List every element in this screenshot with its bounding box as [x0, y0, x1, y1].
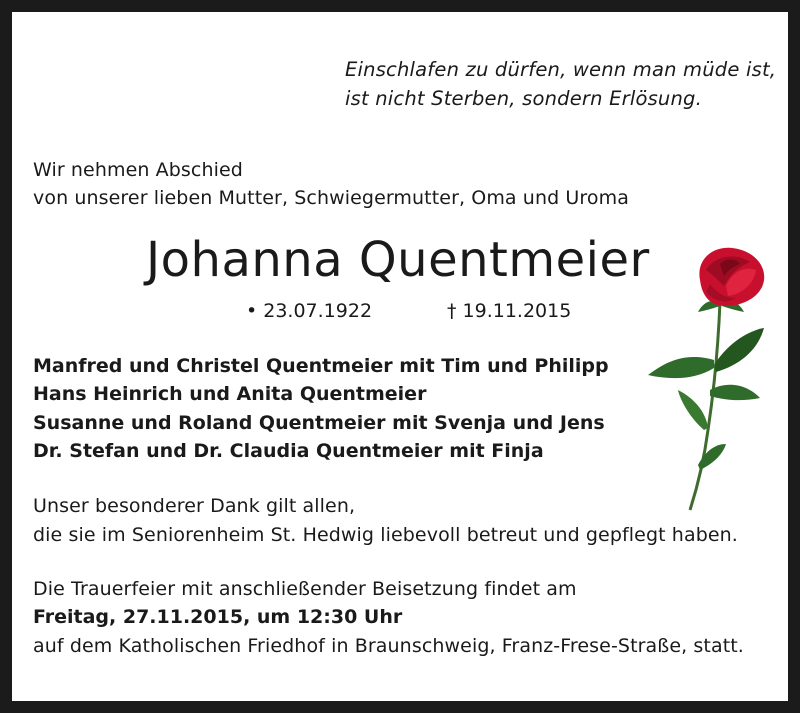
family-line-2: Hans Heinrich und Anita Quentmeier: [33, 383, 427, 405]
deceased-name: Johanna Quentmeier: [146, 232, 650, 288]
red-rose-icon: [640, 240, 780, 515]
family-line-1: Manfred und Christel Quentmeier mit Tim und Philipp: [33, 355, 609, 377]
death-date: † 19.11.2015: [447, 300, 572, 322]
funeral-date: Freitag, 27.11.2015, um 12:30 Uhr: [33, 606, 403, 628]
funeral-location: auf dem Katholischen Friedhof in Braunschweig, Franz-Frese-Straße, statt.: [33, 635, 744, 657]
thanks-line-2: die sie im Seniorenheim St. Hedwig liebevoll betreut und gepflegt haben.: [33, 524, 738, 546]
motto-line-2: ist nicht Sterben, sondern Erlösung.: [345, 87, 703, 110]
family-line-4: Dr. Stefan und Dr. Claudia Quentmeier mit Finja: [33, 440, 544, 462]
motto-line-1: Einschlafen zu dürfen, wenn man müde ist,: [345, 58, 777, 81]
thanks-line-1: Unser besonderer Dank gilt allen,: [33, 495, 356, 517]
family-line-3: Susanne und Roland Quentmeier mit Svenja und Jens: [33, 412, 605, 434]
intro-line-1: Wir nehmen Abschied: [33, 159, 243, 181]
intro-line-2: von unserer lieben Mutter, Schwiegermutter, Oma und Uroma: [33, 187, 629, 209]
funeral-line-1: Die Trauerfeier mit anschließender Beisetzung findet am: [33, 578, 577, 600]
birth-date: • 23.07.1922: [246, 300, 373, 322]
